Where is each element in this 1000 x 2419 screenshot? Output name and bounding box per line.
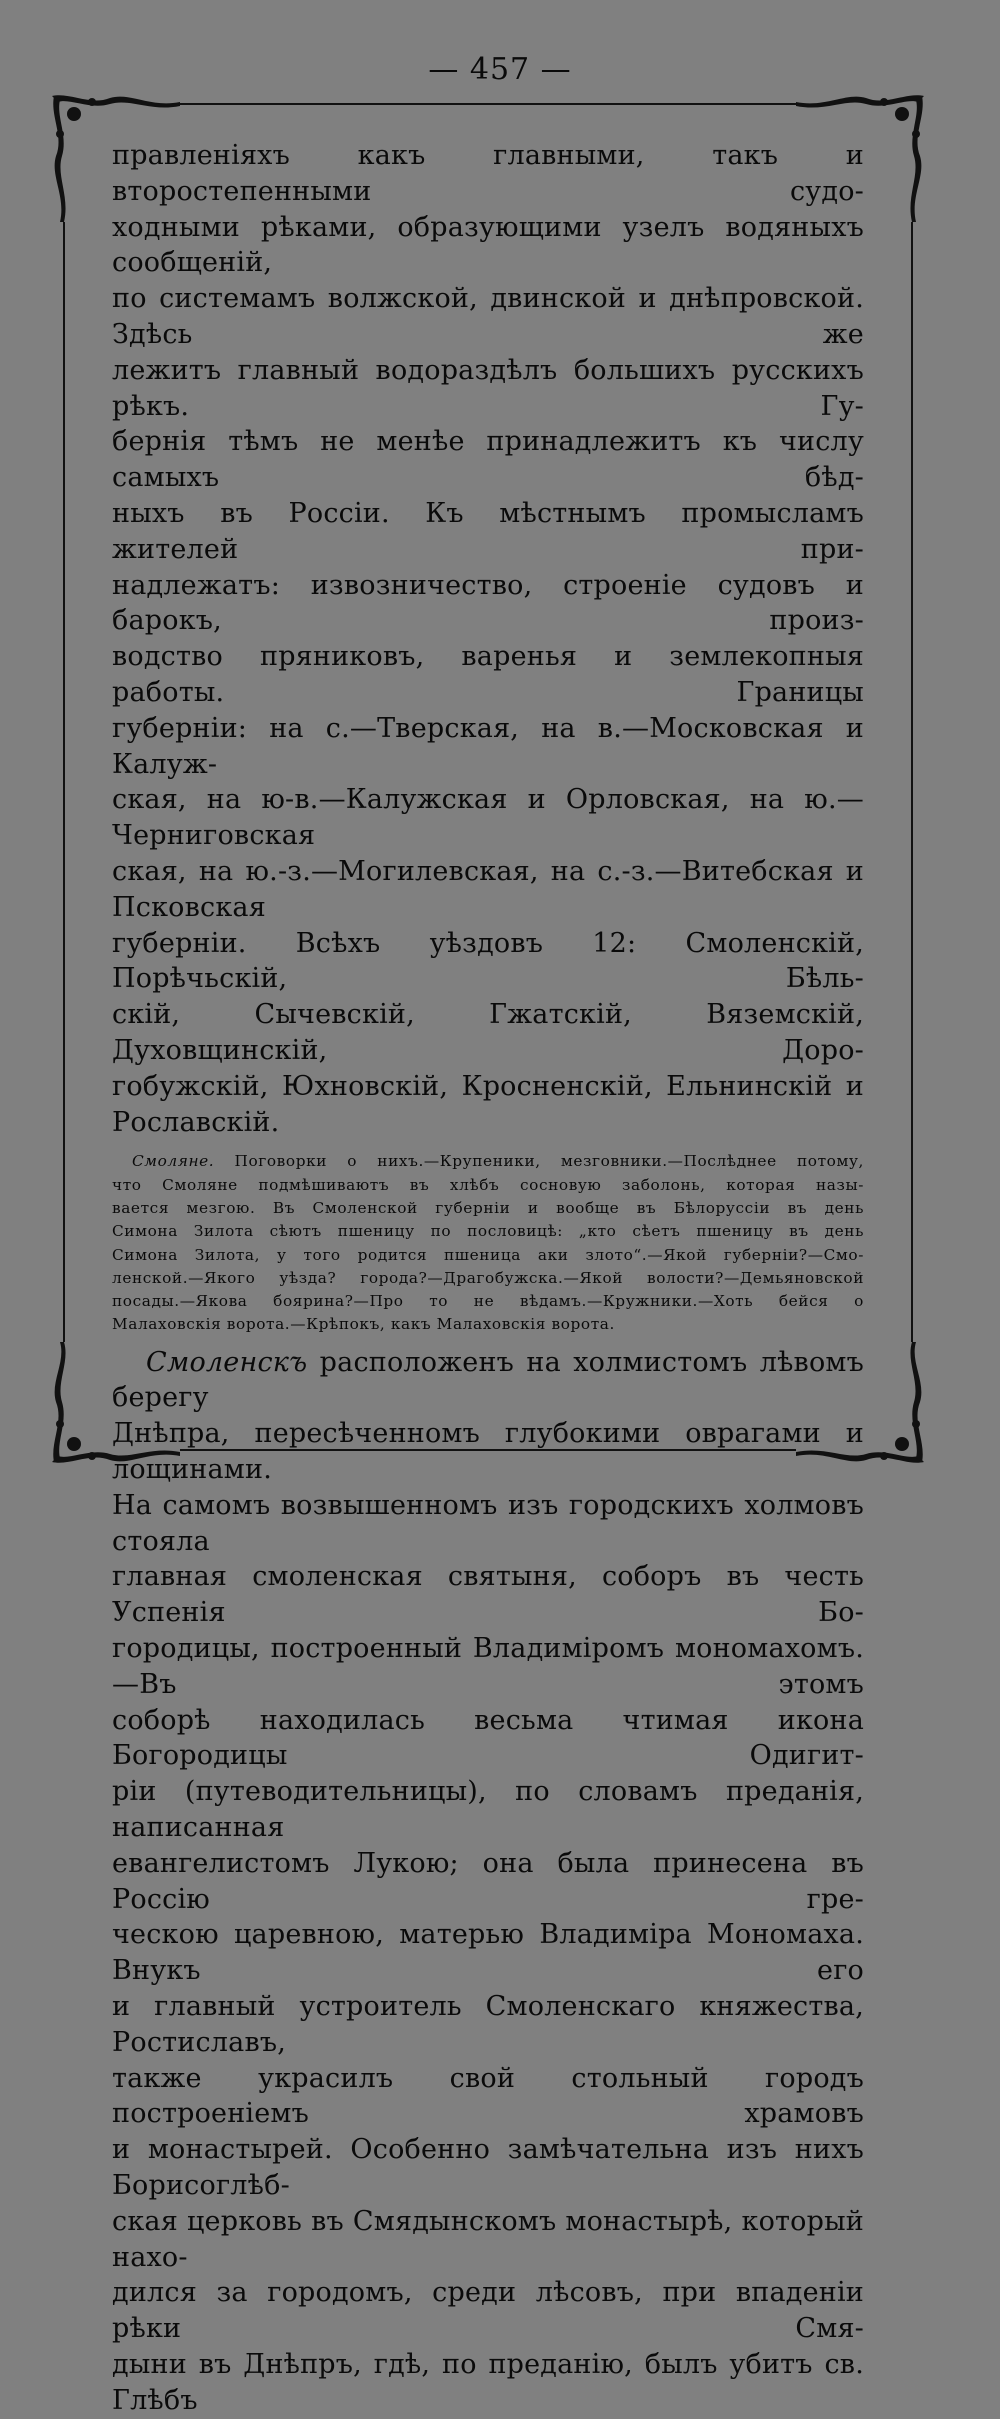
page-number: — 457 —	[428, 52, 572, 87]
text-line: ріи (путеводительницы), по словамъ преданія, написанная	[112, 1776, 864, 1844]
text-line: дыни въ Днѣпръ, гдѣ, по преданію, былъ убитъ св. Глѣбъ	[112, 2349, 864, 2416]
text-line: и монастырей. Особенно замѣчательна изъ нихъ Борисоглѣб-	[112, 2134, 864, 2202]
text-line: вается мезгою. Въ Смоленской губерніи и вообще въ Бѣлоруссіи въ день	[112, 1198, 864, 1217]
text-line: ходными рѣками, образующими узелъ водяныхъ сообщеній,	[112, 211, 864, 279]
text-line: Днѣпра, пересѣченномъ глубокими оврагами и лощинами.	[112, 1418, 864, 1486]
note-line-text: Поговорки о нихъ.—Крупеники, мезговники.—Послѣднее потому,	[234, 1152, 865, 1171]
text-line: также украсилъ свой стольный городъ построеніемъ храмовъ	[112, 2062, 864, 2130]
text-line: лежитъ главный водораздѣлъ большихъ русскихъ рѣкъ. Гу-	[112, 354, 864, 422]
text-line: что Смоляне подмѣшиваютъ въ хлѣбъ сосновую заболонь, которая назы-	[112, 1175, 864, 1194]
text-line: скій, Сычевскій, Гжатскій, Вяземскій, Духовщинскій, Доро-	[112, 999, 864, 1066]
text-line: Малаховскія ворота.—Крѣпокъ, какъ Малаховскія ворота.	[112, 1315, 615, 1334]
text-line: гобужскій, Юхновскій, Кросненскій, Ельнинскій и Рославскій.	[112, 1070, 864, 1138]
text-line: бернія тѣмъ не менѣе принадлежитъ къ числу самыхъ бѣд-	[112, 426, 864, 494]
text-line: ская церковь въ Смядынскомъ монастырѣ, который нахо-	[112, 2205, 864, 2273]
text-line: главная смоленская святыня, соборъ въ честь Успенія Бо-	[112, 1561, 864, 1629]
text-line: ческою царевною, матерью Владиміра Мономаха. Внукъ его	[112, 1919, 864, 1987]
text-line: городицы, построенный Владиміромъ мономахомъ.—Въ этомъ	[112, 1633, 864, 1700]
text-line: водство пряниковъ, варенья и землекопныя работы. Границы	[112, 641, 864, 708]
page-body	[112, 138, 864, 2419]
text-line: посады.—Якова боярина?—Про то не вѣдамъ.—Кружники.—Хоть бейся о	[112, 1292, 864, 1311]
text-line: надлежатъ: извозничество, строеніе судовъ и барокъ, произ-	[112, 569, 864, 637]
text-line: по системамъ волжской, двинской и днѣпровской. Здѣсь же	[112, 283, 864, 350]
text-line: правленіяхъ какъ главными, такъ и второстепенными судо-	[112, 140, 864, 207]
note-lead: Смоляне.	[132, 1152, 215, 1171]
text-line: дился за городомъ, среди лѣсовъ, при впаденіи рѣки Смя-	[112, 2277, 864, 2345]
text-line	[112, 1150, 864, 1173]
footnote-sayings	[112, 1150, 864, 1336]
text-line: соборѣ находилась весьма чтимая икона Богородицы Одигит-	[112, 1704, 864, 1772]
text-line: ская, на ю.-з.—Могилевская, на с.-з.—Витебская и Псковская	[112, 855, 864, 923]
text-line: На самомъ возвышенномъ изъ городскихъ холмовъ стояла	[112, 1489, 864, 1557]
text-line: и главный устроитель Смоленскаго княжества, Ростиславъ,	[112, 1991, 864, 2058]
paragraph-2	[112, 1345, 864, 2419]
text-line: ская, на ю-в.—Калужская и Орловская, на ю.—Черниговская	[112, 784, 864, 852]
text-line: евангелистомъ Лукою; она была принесена въ Россію гре-	[112, 1847, 864, 1915]
first-line-text: расположенъ на холмистомъ лѣвомъ берегу	[112, 1346, 864, 1414]
text-line: Симона Зилота сѣютъ пшеницу по пословицѣ: „кто сѣетъ пшеницу въ день	[112, 1222, 864, 1241]
text-line: губерніи: на с.—Тверская, на в.—Московская и Калуж-	[112, 712, 864, 780]
text-line: губерніи. Всѣхъ уѣздовъ 12: Смоленскій, Порѣчьскій, Бѣль-	[112, 927, 864, 995]
text-line: ныхъ въ Россіи. Къ мѣстнымъ промысламъ жителей при-	[112, 497, 864, 565]
paragraph-1	[112, 138, 864, 1140]
text-line	[112, 1345, 864, 1417]
text-line: ленской.—Якого уѣзда? города?—Драгобужска.—Якой волости?—Демьяновской	[112, 1268, 864, 1287]
text-line: Симона Зилота, у того родится пшеница аки злото“.—Якой губерніи?—Смо-	[112, 1245, 864, 1264]
paragraph-lead: Смоленскъ	[146, 1346, 308, 1378]
